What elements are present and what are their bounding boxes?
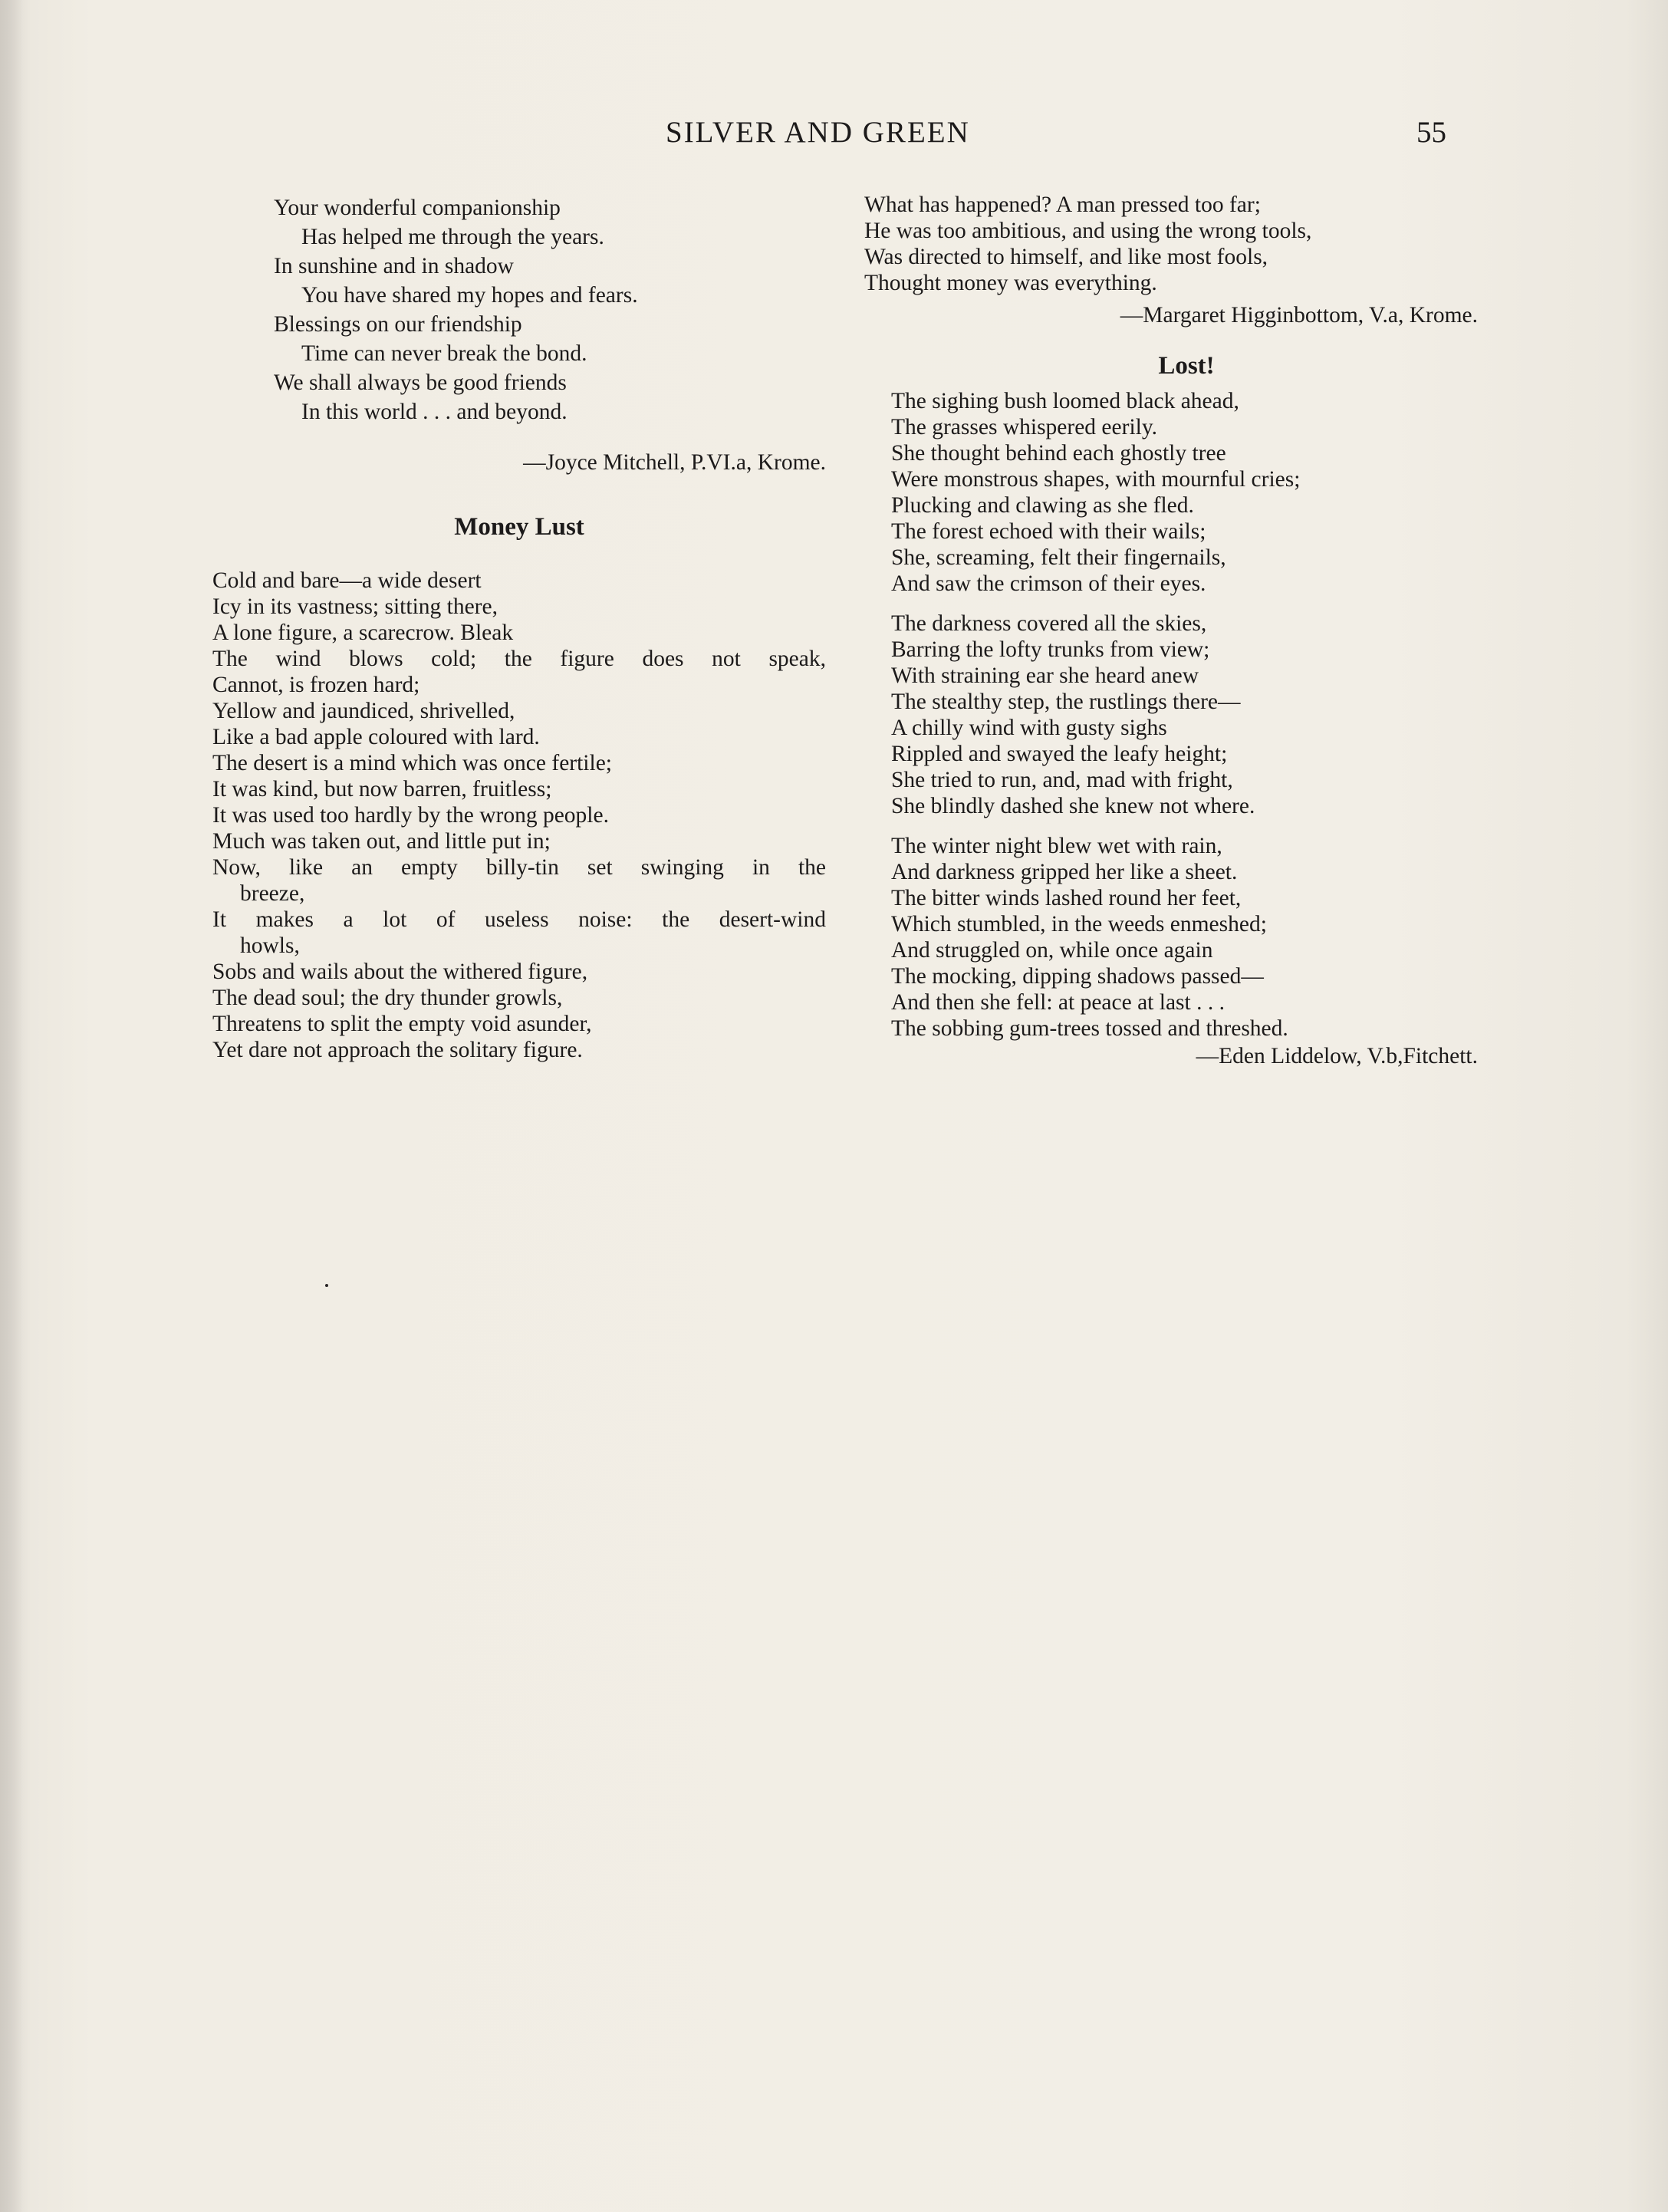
money-lust-poem bbox=[212, 568, 826, 1063]
poem-line: In this world . . . and beyond. bbox=[301, 400, 568, 424]
poem-line: The wind blows cold; the figure does not speak, bbox=[212, 647, 826, 671]
poem-line: She thought behind each ghostly tree bbox=[891, 441, 1226, 466]
poem-line: And saw the crimson of their eyes. bbox=[891, 571, 1206, 596]
poem-line: And darkness gripped her like a sheet. bbox=[891, 860, 1238, 884]
poem-attribution: —Joyce Mitchell, P.VI.a, Krome. bbox=[523, 450, 826, 475]
poem-line: He was too ambitious, and using the wrong tools, bbox=[864, 219, 1312, 243]
page-header bbox=[0, 115, 1668, 161]
poem-line: The dead soul; the dry thunder growls, bbox=[212, 986, 563, 1010]
poem-line: A chilly wind with gusty sighs bbox=[891, 716, 1167, 740]
poem-line: It was kind, but now barren, fruitless; bbox=[212, 777, 552, 802]
poem-line: What has happened? A man pressed too far; bbox=[864, 193, 1261, 217]
poem-stanza bbox=[891, 388, 1482, 597]
poem-line: Yellow and jaundiced, shrivelled, bbox=[212, 699, 515, 723]
poem-stanza bbox=[891, 611, 1482, 819]
poem-line: Were monstrous shapes, with mournful cries; bbox=[891, 467, 1301, 492]
poem-line: Cold and bare—a wide desert bbox=[212, 568, 482, 593]
poem-attribution: —Margaret Higginbottom, V.a, Krome. bbox=[1120, 303, 1478, 328]
poem-line: The mocking, dipping shadows passed— bbox=[891, 964, 1264, 989]
poem-line: breeze, bbox=[240, 881, 305, 906]
friendship-poem bbox=[212, 195, 765, 425]
poem-line: Time can never break the bond. bbox=[301, 341, 587, 366]
poem-line: Threatens to split the empty void asunder, bbox=[212, 1012, 592, 1036]
poem-line: The forest echoed with their wails; bbox=[891, 519, 1206, 544]
poem-line: Sobs and wails about the withered figure, bbox=[212, 960, 588, 984]
right-column bbox=[864, 192, 1493, 1069]
money-lust-continued bbox=[864, 192, 1470, 296]
poem-line: It makes a lot of useless noise: the desert-wind bbox=[212, 907, 826, 932]
ink-speck bbox=[325, 1284, 328, 1287]
poem-line: Thought money was everything. bbox=[864, 271, 1157, 295]
poem-line: With straining ear she heard anew bbox=[891, 663, 1199, 688]
spine-shadow bbox=[0, 0, 23, 2212]
poem-line: Your wonderful companionship bbox=[274, 196, 561, 220]
poem-line: She, screaming, felt their fingernails, bbox=[891, 545, 1226, 570]
poem-line: Has helped me through the years. bbox=[301, 225, 604, 249]
poem-line: A lone figure, a scarecrow. Bleak bbox=[212, 620, 514, 645]
poem-line: Rippled and swayed the leafy height; bbox=[891, 742, 1228, 766]
lost-poem bbox=[864, 388, 1482, 1042]
left-column bbox=[212, 192, 841, 1063]
poem-line: Like a bad apple coloured with lard. bbox=[212, 725, 540, 749]
poem-line: Much was taken out, and little put in; bbox=[212, 829, 551, 854]
poem-title: Money Lust bbox=[454, 513, 584, 541]
poem-line: The stealthy step, the rustlings there— bbox=[891, 690, 1241, 714]
poem-line: howls, bbox=[240, 933, 300, 958]
poem-line: The sobbing gum-trees tossed and threshed. bbox=[891, 1016, 1288, 1041]
poem-line: She tried to run, and, mad with fright, bbox=[891, 768, 1233, 792]
poem-line: Icy in its vastness; sitting there, bbox=[212, 594, 498, 619]
poem-attribution: —Eden Liddelow, V.b,Fitchett. bbox=[1196, 1044, 1478, 1068]
poem-line: Now, like an empty billy-tin set swinging in the bbox=[212, 855, 826, 880]
running-title: SILVER AND GREEN bbox=[666, 116, 970, 149]
poem-line: The grasses whispered eerily. bbox=[891, 415, 1158, 439]
poem-line: We shall always be good friends bbox=[274, 370, 567, 395]
poem-line: Was directed to himself, and like most fools, bbox=[864, 245, 1268, 269]
poem-line: The sighing bush loomed black ahead, bbox=[891, 389, 1239, 413]
poem-line: And then she fell: at peace at last . . . bbox=[891, 990, 1225, 1015]
poem-line: You have shared my hopes and fears. bbox=[301, 283, 638, 308]
poem-line: The desert is a mind which was once fertile; bbox=[212, 751, 612, 775]
poem-line: The bitter winds lashed round her feet, bbox=[891, 886, 1242, 910]
poem-line: It was used too hardly by the wrong people. bbox=[212, 803, 609, 828]
poem-stanza bbox=[891, 833, 1482, 1042]
poem-line: She blindly dashed she knew not where. bbox=[891, 794, 1255, 818]
poem-line: The winter night blew wet with rain, bbox=[891, 834, 1222, 858]
poem-line: Which stumbled, in the weeds enmeshed; bbox=[891, 912, 1267, 936]
poem-line: Cannot, is frozen hard; bbox=[212, 673, 420, 697]
poem-line: Blessings on our friendship bbox=[274, 312, 522, 337]
poem-line: Barring the lofty trunks from view; bbox=[891, 637, 1210, 662]
poem-line: And struggled on, while once again bbox=[891, 938, 1213, 963]
poem-line: Plucking and clawing as she fled. bbox=[891, 493, 1194, 518]
poem-line: In sunshine and in shadow bbox=[274, 254, 514, 278]
page-number: 55 bbox=[1416, 116, 1446, 149]
poem-line: The darkness covered all the skies, bbox=[891, 611, 1207, 636]
poem-title: Lost! bbox=[1158, 352, 1215, 380]
poem-line: Yet dare not approach the solitary figure. bbox=[212, 1038, 583, 1062]
